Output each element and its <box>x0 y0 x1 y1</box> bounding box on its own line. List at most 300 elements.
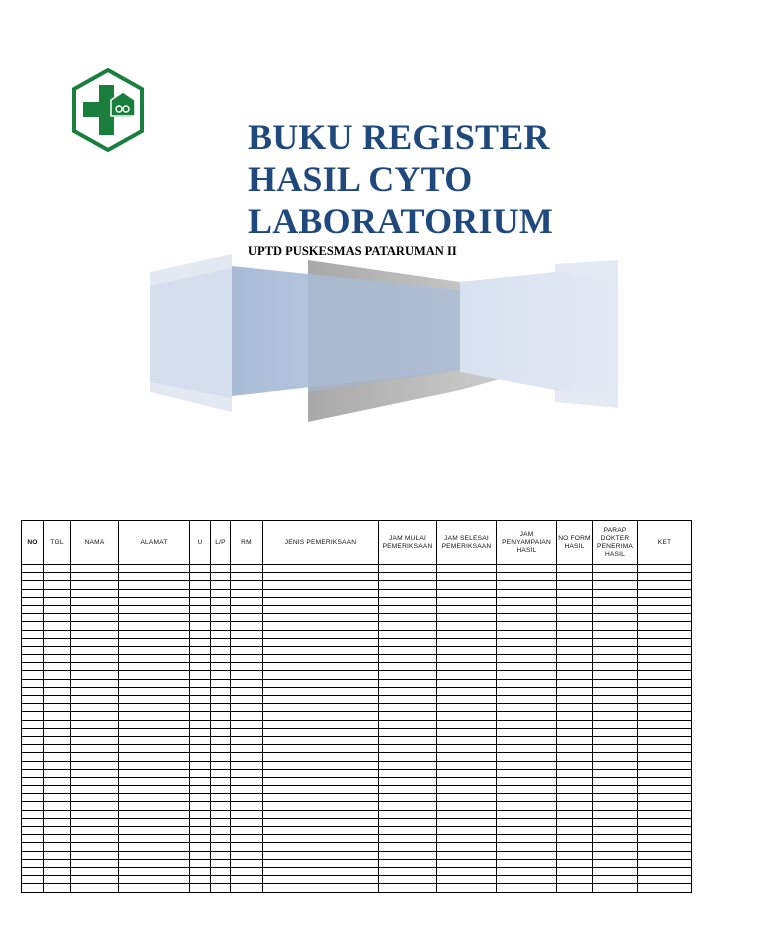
table-cell <box>190 818 211 826</box>
table-cell <box>437 696 497 704</box>
table-cell <box>379 802 437 810</box>
table-cell <box>44 565 71 573</box>
table-cell <box>22 827 44 835</box>
table-cell <box>44 777 71 785</box>
table-row <box>22 818 692 826</box>
table-cell <box>71 745 119 753</box>
table-cell <box>379 720 437 728</box>
table-cell <box>71 777 119 785</box>
table-cell <box>497 655 557 663</box>
table-cell <box>231 679 263 687</box>
table-cell <box>263 769 379 777</box>
table-cell <box>379 589 437 597</box>
table-cell <box>44 597 71 605</box>
table-cell <box>593 745 638 753</box>
table-cell <box>557 589 593 597</box>
table-cell <box>497 573 557 581</box>
table-cell <box>638 753 692 761</box>
table-cell <box>190 712 211 720</box>
table-cell <box>497 614 557 622</box>
table-row <box>22 786 692 794</box>
table-cell <box>44 581 71 589</box>
table-cell <box>593 786 638 794</box>
table-cell <box>437 867 497 875</box>
table-cell <box>263 589 379 597</box>
table-cell <box>638 565 692 573</box>
table-cell <box>497 565 557 573</box>
table-cell <box>437 720 497 728</box>
table-cell <box>638 581 692 589</box>
table-cell <box>437 818 497 826</box>
table-cell <box>190 679 211 687</box>
header-rm: RM <box>231 521 263 565</box>
table-cell <box>497 876 557 884</box>
table-cell <box>44 622 71 630</box>
table-cell <box>497 777 557 785</box>
table-cell <box>638 671 692 679</box>
header-lp: L/P <box>211 521 231 565</box>
table-cell <box>437 835 497 843</box>
table-cell <box>638 728 692 736</box>
table-cell <box>231 745 263 753</box>
table-cell <box>190 884 211 892</box>
table-cell <box>211 745 231 753</box>
header-ket: KET <box>638 521 692 565</box>
table-cell <box>263 818 379 826</box>
table-cell <box>379 712 437 720</box>
table-cell <box>638 573 692 581</box>
table-cell <box>22 761 44 769</box>
table-cell <box>22 867 44 875</box>
table-cell <box>190 671 211 679</box>
table-cell <box>190 630 211 638</box>
table-cell <box>190 655 211 663</box>
table-cell <box>190 802 211 810</box>
table-cell <box>44 818 71 826</box>
table-cell <box>190 827 211 835</box>
table-cell <box>231 687 263 695</box>
table-cell <box>593 884 638 892</box>
table-cell <box>44 671 71 679</box>
table-cell <box>71 696 119 704</box>
table-cell <box>231 827 263 835</box>
table-cell <box>379 867 437 875</box>
table-cell <box>71 761 119 769</box>
header-alamat: ALAMAT <box>119 521 190 565</box>
table-cell <box>211 859 231 867</box>
table-cell <box>379 638 437 646</box>
table-cell <box>437 679 497 687</box>
table-cell <box>71 810 119 818</box>
table-cell <box>231 802 263 810</box>
table-cell <box>71 827 119 835</box>
table-cell <box>263 679 379 687</box>
table-cell <box>231 736 263 744</box>
table-cell <box>119 753 190 761</box>
table-cell <box>557 851 593 859</box>
table-cell <box>190 753 211 761</box>
table-row <box>22 696 692 704</box>
table-cell <box>263 794 379 802</box>
table-cell <box>231 638 263 646</box>
table-cell <box>190 565 211 573</box>
table-cell <box>557 712 593 720</box>
table-cell <box>44 655 71 663</box>
table-cell <box>71 638 119 646</box>
table-cell <box>44 851 71 859</box>
table-cell <box>231 851 263 859</box>
table-cell <box>263 843 379 851</box>
table-cell <box>437 687 497 695</box>
table-cell <box>22 843 44 851</box>
table-cell <box>190 704 211 712</box>
table-cell <box>231 712 263 720</box>
table-cell <box>638 597 692 605</box>
subtitle: UPTD PUSKESMAS PATARUMAN II <box>248 244 457 258</box>
table-cell <box>263 696 379 704</box>
table-cell <box>231 769 263 777</box>
table-cell <box>497 704 557 712</box>
table-cell <box>119 859 190 867</box>
table-cell <box>263 827 379 835</box>
table-row <box>22 843 692 851</box>
table-cell <box>22 589 44 597</box>
table-cell <box>497 867 557 875</box>
table-cell <box>263 638 379 646</box>
table-row <box>22 827 692 835</box>
table-cell <box>379 769 437 777</box>
table-cell <box>211 720 231 728</box>
table-cell <box>497 802 557 810</box>
table-cell <box>437 745 497 753</box>
table-cell <box>71 843 119 851</box>
table-cell <box>119 810 190 818</box>
table-cell <box>557 614 593 622</box>
table-cell <box>22 573 44 581</box>
table-cell <box>71 614 119 622</box>
table-cell <box>437 614 497 622</box>
header-jam-mulai: JAM MULAI PEMERIKSAAN <box>379 521 437 565</box>
table-cell <box>593 630 638 638</box>
table-cell <box>190 687 211 695</box>
table-cell <box>437 728 497 736</box>
table-cell <box>557 835 593 843</box>
table-cell <box>497 736 557 744</box>
table-cell <box>190 622 211 630</box>
table-cell <box>71 687 119 695</box>
table-row <box>22 720 692 728</box>
table-cell <box>379 761 437 769</box>
table-cell <box>211 704 231 712</box>
table-cell <box>22 565 44 573</box>
table-cell <box>638 876 692 884</box>
header-nama: NAMA <box>71 521 119 565</box>
table-cell <box>593 671 638 679</box>
table-cell <box>497 663 557 671</box>
table-cell <box>379 704 437 712</box>
table-cell <box>593 794 638 802</box>
table-cell <box>638 614 692 622</box>
table-cell <box>593 802 638 810</box>
table-cell <box>557 704 593 712</box>
table-cell <box>190 786 211 794</box>
table-cell <box>231 573 263 581</box>
table-cell <box>190 646 211 654</box>
table-cell <box>119 597 190 605</box>
table-cell <box>44 663 71 671</box>
table-cell <box>71 679 119 687</box>
table-cell <box>119 712 190 720</box>
table-cell <box>557 876 593 884</box>
table-cell <box>231 565 263 573</box>
table-cell <box>263 876 379 884</box>
table-cell <box>119 630 190 638</box>
table-cell <box>231 622 263 630</box>
table-cell <box>211 589 231 597</box>
table-cell <box>119 663 190 671</box>
table-cell <box>638 736 692 744</box>
table-cell <box>638 867 692 875</box>
table-cell <box>557 687 593 695</box>
table-cell <box>263 565 379 573</box>
table-cell <box>437 843 497 851</box>
table-cell <box>557 818 593 826</box>
table-cell <box>22 794 44 802</box>
table-cell <box>379 859 437 867</box>
table-cell <box>22 581 44 589</box>
table-cell <box>638 802 692 810</box>
table-row <box>22 794 692 802</box>
table-cell <box>22 777 44 785</box>
table-cell <box>44 761 71 769</box>
table-cell <box>71 867 119 875</box>
table-cell <box>211 638 231 646</box>
table-cell <box>190 589 211 597</box>
table-cell <box>557 867 593 875</box>
table-cell <box>593 573 638 581</box>
table-cell <box>211 696 231 704</box>
table-cell <box>119 696 190 704</box>
table-cell <box>231 630 263 638</box>
table-cell <box>497 622 557 630</box>
table-cell <box>119 818 190 826</box>
table-cell <box>71 753 119 761</box>
table-cell <box>190 835 211 843</box>
table-cell <box>71 720 119 728</box>
table-cell <box>437 646 497 654</box>
table-cell <box>379 622 437 630</box>
table-cell <box>22 696 44 704</box>
table-cell <box>44 630 71 638</box>
table-cell <box>211 663 231 671</box>
table-cell <box>437 622 497 630</box>
table-cell <box>557 720 593 728</box>
table-cell <box>437 827 497 835</box>
table-cell <box>22 835 44 843</box>
table-cell <box>190 777 211 785</box>
table-cell <box>22 884 44 892</box>
table-cell <box>593 565 638 573</box>
table-cell <box>119 581 190 589</box>
table-cell <box>263 753 379 761</box>
table-cell <box>190 876 211 884</box>
table-cell <box>190 859 211 867</box>
table-cell <box>71 589 119 597</box>
table-cell <box>190 638 211 646</box>
table-cell <box>71 859 119 867</box>
table-row <box>22 728 692 736</box>
table-cell <box>638 769 692 777</box>
table-cell <box>44 786 71 794</box>
table-cell <box>557 827 593 835</box>
table-cell <box>231 794 263 802</box>
table-cell <box>638 589 692 597</box>
header-jam-penyampaian: JAM PENYAMPAIAN HASIL <box>497 521 557 565</box>
table-cell <box>44 884 71 892</box>
table-cell <box>211 794 231 802</box>
table-cell <box>211 843 231 851</box>
table-cell <box>71 736 119 744</box>
table-cell <box>263 581 379 589</box>
table-cell <box>557 663 593 671</box>
table-cell <box>44 696 71 704</box>
table-cell <box>119 867 190 875</box>
table-cell <box>437 786 497 794</box>
table-cell <box>119 769 190 777</box>
table-cell <box>557 581 593 589</box>
table-cell <box>231 786 263 794</box>
table-row <box>22 851 692 859</box>
table-cell <box>593 876 638 884</box>
table-cell <box>71 671 119 679</box>
table-cell <box>593 712 638 720</box>
table-cell <box>437 802 497 810</box>
table-cell <box>557 769 593 777</box>
table-cell <box>71 794 119 802</box>
table-cell <box>231 663 263 671</box>
table-cell <box>231 777 263 785</box>
table-cell <box>557 573 593 581</box>
table-cell <box>638 827 692 835</box>
table-cell <box>263 614 379 622</box>
table-cell <box>22 753 44 761</box>
table-cell <box>593 818 638 826</box>
table-cell <box>231 884 263 892</box>
table-cell <box>44 794 71 802</box>
table-row <box>22 622 692 630</box>
table-cell <box>190 867 211 875</box>
table-cell <box>44 720 71 728</box>
table-cell <box>190 736 211 744</box>
table-cell <box>71 605 119 613</box>
table-cell <box>593 581 638 589</box>
table-cell <box>557 786 593 794</box>
table-cell <box>211 810 231 818</box>
table-cell <box>638 843 692 851</box>
table-cell <box>497 843 557 851</box>
table-cell <box>497 859 557 867</box>
table-cell <box>379 630 437 638</box>
table-cell <box>379 728 437 736</box>
table-cell <box>593 753 638 761</box>
table-cell <box>22 605 44 613</box>
table-cell <box>437 712 497 720</box>
table-cell <box>190 745 211 753</box>
table-cell <box>263 736 379 744</box>
table-cell <box>119 802 190 810</box>
table-row <box>22 565 692 573</box>
table-cell <box>44 810 71 818</box>
table-cell <box>557 565 593 573</box>
table-cell <box>22 859 44 867</box>
table-cell <box>593 605 638 613</box>
table-cell <box>71 769 119 777</box>
table-cell <box>557 622 593 630</box>
table-cell <box>379 818 437 826</box>
table-cell <box>190 761 211 769</box>
table-cell <box>638 622 692 630</box>
table-cell <box>379 851 437 859</box>
table-cell <box>211 827 231 835</box>
table-cell <box>379 696 437 704</box>
table-cell <box>437 876 497 884</box>
table-cell <box>263 573 379 581</box>
table-cell <box>119 614 190 622</box>
table-cell <box>22 851 44 859</box>
header-jam-selesai: JAM SELESAI PEMERIKSAAN <box>437 521 497 565</box>
table-cell <box>263 761 379 769</box>
table-cell <box>22 671 44 679</box>
table-cell <box>211 605 231 613</box>
table-cell <box>190 581 211 589</box>
title-line-3: LABORATORIUM <box>248 201 554 241</box>
table-cell <box>437 663 497 671</box>
table-cell <box>231 720 263 728</box>
table-cell <box>22 712 44 720</box>
table-cell <box>44 753 71 761</box>
table-cell <box>593 696 638 704</box>
table-cell <box>593 720 638 728</box>
table-cell <box>437 638 497 646</box>
table-cell <box>638 638 692 646</box>
table-cell <box>71 597 119 605</box>
title-line-1: BUKU REGISTER <box>248 117 550 157</box>
table-cell <box>557 802 593 810</box>
table-cell <box>379 581 437 589</box>
table-cell <box>263 728 379 736</box>
title-block <box>248 116 553 259</box>
table-cell <box>638 835 692 843</box>
table-cell <box>379 843 437 851</box>
table-cell <box>557 777 593 785</box>
table-cell <box>231 859 263 867</box>
table-cell <box>44 859 71 867</box>
table-cell <box>379 835 437 843</box>
table-cell <box>71 581 119 589</box>
table-cell <box>497 646 557 654</box>
table-cell <box>119 565 190 573</box>
table-cell <box>557 605 593 613</box>
table-cell <box>437 810 497 818</box>
table-cell <box>593 687 638 695</box>
table-cell <box>638 605 692 613</box>
table-cell <box>22 876 44 884</box>
table-cell <box>497 835 557 843</box>
table-cell <box>497 712 557 720</box>
table-cell <box>379 614 437 622</box>
table-cell <box>497 638 557 646</box>
table-row <box>22 835 692 843</box>
